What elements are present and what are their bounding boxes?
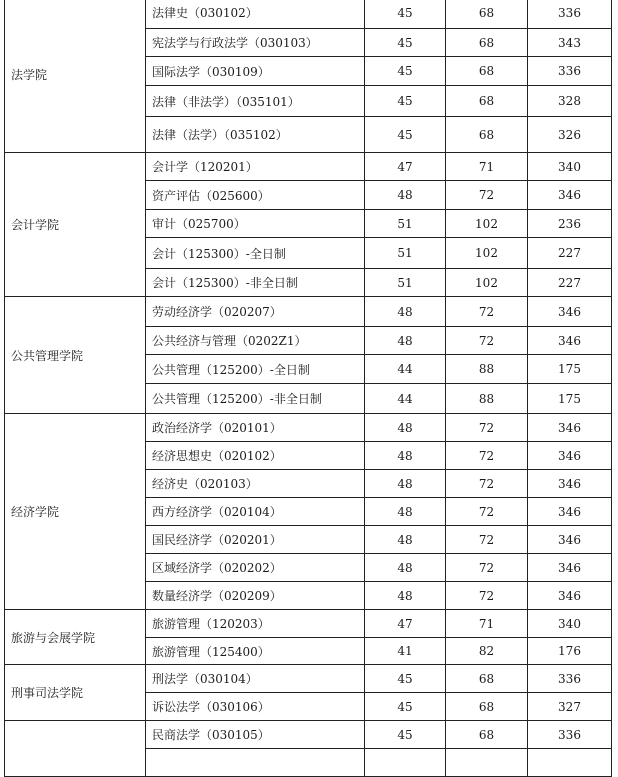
major-cell: 会计（125300）-非全日制 (146, 269, 365, 297)
major-cell: 公共管理（125200）-全日制 (146, 355, 365, 384)
major-cell: 法律史（030102） (146, 0, 365, 29)
major-cell: 会计学（120201） (146, 153, 365, 181)
major-cell: 法律（法学）（035102） (146, 117, 365, 153)
table-row (5, 721, 612, 749)
score-a-cell: 51 (365, 238, 446, 269)
score-b-cell: 102 (446, 210, 528, 238)
total-score-cell: 346 (528, 498, 612, 526)
major-cell: 政治经济学（020101） (146, 414, 365, 442)
total-score-cell: 346 (528, 582, 612, 610)
score-b-cell: 102 (446, 269, 528, 297)
major-cell: 会计（125300）-全日制 (146, 238, 365, 269)
score-a-cell: 48 (365, 582, 446, 610)
total-score-cell: 346 (528, 414, 612, 442)
table-row (5, 153, 612, 181)
total-score-cell: 346 (528, 526, 612, 554)
school-cell: 经济学院 (5, 414, 146, 610)
school-cell: 会计学院 (5, 153, 146, 297)
school-cell: 法学院 (5, 0, 146, 153)
table-row (5, 610, 612, 638)
total-score-cell: 326 (528, 117, 612, 153)
score-a-cell: 47 (365, 610, 446, 638)
major-cell: 公共管理（125200）-非全日制 (146, 384, 365, 414)
score-b-cell: 68 (446, 665, 528, 693)
total-score-cell: 346 (528, 181, 612, 210)
score-b-cell: 68 (446, 0, 528, 29)
score-a-cell: 48 (365, 470, 446, 498)
total-score-cell: 336 (528, 721, 612, 749)
score-b-cell: 72 (446, 181, 528, 210)
total-score-cell: 340 (528, 153, 612, 181)
major-cell: 国民经济学（020201） (146, 526, 365, 554)
table-row (5, 0, 612, 29)
table-row (5, 665, 612, 693)
score-a-cell: 48 (365, 414, 446, 442)
score-a-cell: 45 (365, 86, 446, 117)
total-score-cell: 346 (528, 297, 612, 327)
major-cell: 西方经济学（020104） (146, 498, 365, 526)
major-cell: 审计（025700） (146, 210, 365, 238)
major-cell: 国际法学（030109） (146, 57, 365, 86)
major-cell: 数量经济学（020209） (146, 582, 365, 610)
score-b-cell: 68 (446, 57, 528, 86)
score-b-cell: 72 (446, 297, 528, 327)
score-a-cell: 45 (365, 29, 446, 57)
total-score-cell: 175 (528, 355, 612, 384)
score-b-cell: 68 (446, 693, 528, 721)
score-a-cell: 45 (365, 693, 446, 721)
score-b-cell: 72 (446, 470, 528, 498)
score-a-cell: 51 (365, 269, 446, 297)
score-a-cell: 48 (365, 554, 446, 582)
score-b-cell: 72 (446, 582, 528, 610)
total-score-cell: 336 (528, 57, 612, 86)
score-a-cell: 48 (365, 327, 446, 355)
total-score-cell: 340 (528, 610, 612, 638)
major-cell (146, 749, 365, 777)
score-b-cell: 71 (446, 610, 528, 638)
major-cell: 法律（非法学）（035101） (146, 86, 365, 117)
total-score-cell: 346 (528, 470, 612, 498)
score-b-cell: 72 (446, 554, 528, 582)
score-a-cell: 47 (365, 153, 446, 181)
major-cell: 宪法学与行政法学（030103） (146, 29, 365, 57)
score-a-cell (365, 749, 446, 777)
school-cell (5, 721, 146, 777)
total-score-cell: 328 (528, 86, 612, 117)
total-score-cell: 346 (528, 442, 612, 470)
major-cell: 旅游管理（120203） (146, 610, 365, 638)
score-a-cell: 51 (365, 210, 446, 238)
score-a-cell: 44 (365, 384, 446, 414)
table-row (5, 414, 612, 442)
score-b-cell: 88 (446, 355, 528, 384)
score-b-cell: 68 (446, 721, 528, 749)
score-a-cell: 48 (365, 498, 446, 526)
score-b-cell: 72 (446, 414, 528, 442)
score-b-cell: 71 (446, 153, 528, 181)
score-b-cell: 102 (446, 238, 528, 269)
table-row (5, 297, 612, 327)
school-cell: 公共管理学院 (5, 297, 146, 414)
total-score-cell: 346 (528, 327, 612, 355)
score-a-cell: 41 (365, 638, 446, 665)
total-score-cell: 343 (528, 29, 612, 57)
major-cell: 旅游管理（125400） (146, 638, 365, 665)
score-a-cell: 48 (365, 181, 446, 210)
total-score-cell: 227 (528, 269, 612, 297)
score-a-cell: 45 (365, 57, 446, 86)
score-a-cell: 45 (365, 0, 446, 29)
score-a-cell: 48 (365, 297, 446, 327)
score-b-cell: 72 (446, 498, 528, 526)
total-score-cell: 176 (528, 638, 612, 665)
score-b-cell: 82 (446, 638, 528, 665)
score-a-cell: 45 (365, 665, 446, 693)
major-cell: 经济思想史（020102） (146, 442, 365, 470)
major-cell: 刑法学（030104） (146, 665, 365, 693)
score-table (4, 0, 612, 777)
score-b-cell: 68 (446, 29, 528, 57)
score-b-cell: 72 (446, 526, 528, 554)
total-score-cell: 236 (528, 210, 612, 238)
major-cell: 区域经济学（020202） (146, 554, 365, 582)
major-cell: 劳动经济学（020207） (146, 297, 365, 327)
score-a-cell: 45 (365, 117, 446, 153)
school-cell: 刑事司法学院 (5, 665, 146, 721)
total-score-cell: 327 (528, 693, 612, 721)
major-cell: 民商法学（030105） (146, 721, 365, 749)
score-b-cell: 68 (446, 86, 528, 117)
major-cell: 资产评估（025600） (146, 181, 365, 210)
score-a-cell: 44 (365, 355, 446, 384)
total-score-cell: 336 (528, 665, 612, 693)
school-cell: 旅游与会展学院 (5, 610, 146, 665)
total-score-cell: 175 (528, 384, 612, 414)
total-score-cell: 227 (528, 238, 612, 269)
score-a-cell: 48 (365, 526, 446, 554)
score-b-cell: 72 (446, 327, 528, 355)
score-b-cell: 88 (446, 384, 528, 414)
score-a-cell: 48 (365, 442, 446, 470)
major-cell: 经济史（020103） (146, 470, 365, 498)
major-cell: 公共经济与管理（0202Z1） (146, 327, 365, 355)
score-b-cell: 72 (446, 442, 528, 470)
total-score-cell (528, 749, 612, 777)
score-b-cell (446, 749, 528, 777)
score-a-cell: 45 (365, 721, 446, 749)
major-cell: 诉讼法学（030106） (146, 693, 365, 721)
score-b-cell: 68 (446, 117, 528, 153)
total-score-cell: 336 (528, 0, 612, 29)
total-score-cell: 346 (528, 554, 612, 582)
